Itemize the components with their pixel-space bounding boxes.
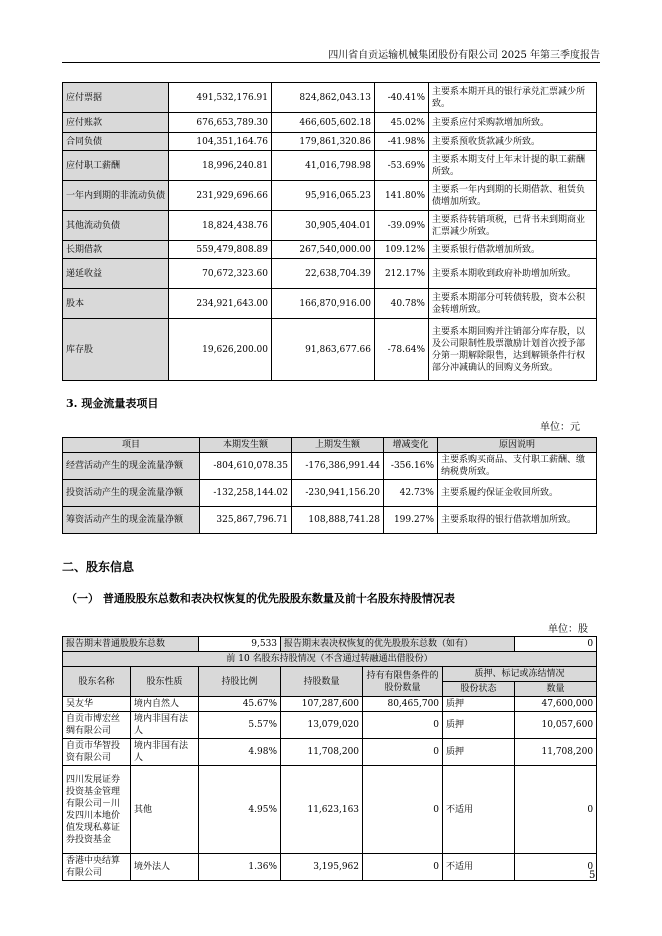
restricted-shares: 80,465,700 [363, 697, 443, 712]
header-divider [62, 62, 600, 63]
shareholder-name: 四川发展证券投资基金管理有限公司－川发四川本地价值发现私募证券投资基金 [63, 766, 131, 854]
row-label: 应付账款 [63, 113, 169, 133]
shareholder-nature: 境外法人 [131, 854, 199, 881]
column-header: 上期发生额 [292, 438, 384, 453]
previous-value: 95,916,065.23 [272, 181, 375, 211]
current-value: 325,867,796.71 [200, 507, 292, 534]
row-label: 应付职工薪酬 [63, 151, 169, 181]
page-header: 四川省自贡运输机械集团股份有限公司 2025 年第三季度报告 [328, 50, 600, 61]
reason-text: 主要系本期部分可转债转股，资本公积金转增所致。 [429, 289, 597, 319]
balance-sheet-table [62, 82, 597, 381]
subsection-title-top10: （一） 普通股股东总数和表决权恢复的优先股股东数量及前十名股东持股情况表 [66, 592, 455, 605]
restricted-shares: 0 [363, 854, 443, 881]
reason-text: 主要系履约保证金收回所致。 [438, 480, 597, 507]
holding-ratio: 4.98% [199, 739, 281, 766]
column-header: 持股数量 [281, 667, 363, 697]
column-header: 增减变化 [384, 438, 438, 453]
change-percent: -41.98% [375, 133, 429, 151]
restricted-shares: 0 [363, 766, 443, 854]
row-label: 应付票据 [63, 83, 169, 113]
table-header-row [63, 667, 597, 682]
column-header: 股份状态 [443, 682, 515, 697]
reason-text: 主要系预收货款减少所致。 [429, 133, 597, 151]
change-percent: 212.17% [375, 259, 429, 289]
previous-value: 30,905,404.01 [272, 211, 375, 241]
holding-ratio: 45.67% [199, 697, 281, 712]
row-label: 递延收益 [63, 259, 169, 289]
cashflow-table [62, 437, 597, 534]
row-label: 一年内到期的非流动负债 [63, 181, 169, 211]
reason-text: 主要系本期开具的银行承兑汇票减少所致。 [429, 83, 597, 113]
holding-quantity: 3,195,962 [281, 854, 363, 881]
previous-value: 41,016,798.98 [272, 151, 375, 181]
change-percent: 45.02% [375, 113, 429, 133]
shareholder-nature: 境内自然人 [131, 697, 199, 712]
change-percent: -53.69% [375, 151, 429, 181]
change-percent: -78.64% [375, 319, 429, 381]
table-header-row [63, 438, 597, 453]
previous-value: 91,863,677.66 [272, 319, 375, 381]
pledge-quantity: 47,600,000 [515, 697, 597, 712]
top10-title: 前 10 名股东持股情况（不含通过转融通出借股份） [63, 652, 597, 667]
change-percent: 40.78% [375, 289, 429, 319]
current-value: 18,996,240.81 [169, 151, 272, 181]
reason-text: 主要系一年内到期的长期借款、租赁负债增加所致。 [429, 181, 597, 211]
holding-quantity: 11,708,200 [281, 739, 363, 766]
previous-value: -176,386,991.44 [292, 453, 384, 480]
reason-text: 主要系本期支付上年末计提的职工薪酬所致。 [429, 151, 597, 181]
row-label: 长期借款 [63, 241, 169, 259]
column-header: 股东性质 [131, 667, 199, 697]
pledge-status: 不适用 [443, 854, 515, 881]
current-value: -804,610,078.35 [200, 453, 292, 480]
pledge-quantity: 11,708,200 [515, 739, 597, 766]
table-row [63, 181, 597, 211]
table-row [63, 83, 597, 113]
row-label: 股本 [63, 289, 169, 319]
holding-ratio: 5.57% [199, 712, 281, 739]
table-row [63, 507, 597, 534]
table-row [63, 241, 597, 259]
previous-value: 466,605,602.18 [272, 113, 375, 133]
current-value: 231,929,696.66 [169, 181, 272, 211]
pref-holders-value: 0 [515, 637, 597, 652]
current-value: 70,672,323.60 [169, 259, 272, 289]
total-holders-value: 9,533 [199, 637, 281, 652]
change-percent: -40.41% [375, 83, 429, 113]
table-row [63, 854, 597, 881]
current-value: 234,921,643.00 [169, 289, 272, 319]
holding-quantity: 107,287,600 [281, 697, 363, 712]
shareholders-table [62, 636, 597, 881]
holding-ratio: 4.95% [199, 766, 281, 854]
current-value: -132,258,144.02 [200, 480, 292, 507]
change-percent: -356.16% [384, 453, 438, 480]
shareholder-nature: 其他 [131, 766, 199, 854]
reason-text: 主要系银行借款增加所致。 [429, 241, 597, 259]
row-label: 其他流动负债 [63, 211, 169, 241]
current-value: 104,351,164.76 [169, 133, 272, 151]
row-label: 库存股 [63, 319, 169, 381]
column-header: 持股比例 [199, 667, 281, 697]
table-row [63, 766, 597, 854]
reason-text: 主要系取得的银行借款增加所致。 [438, 507, 597, 534]
pledge-status: 不适用 [443, 766, 515, 854]
reason-text: 主要系本期收到政府补助增加所致。 [429, 259, 597, 289]
total-holders-label: 报告期末普通股股东总数 [63, 637, 199, 652]
column-header: 原因说明 [438, 438, 597, 453]
table-row [63, 113, 597, 133]
pledge-quantity: 0 [515, 854, 597, 881]
reason-text: 主要系应付采购款增加所致。 [429, 113, 597, 133]
current-value: 491,532,176.91 [169, 83, 272, 113]
current-value: 19,626,200.00 [169, 319, 272, 381]
column-header: 本期发生额 [200, 438, 292, 453]
table-row [63, 319, 597, 381]
unit-label: 单位：元 [540, 422, 580, 433]
pledge-status: 质押 [443, 697, 515, 712]
holding-quantity: 11,623,163 [281, 766, 363, 854]
change-percent: 199.27% [384, 507, 438, 534]
table-row [63, 480, 597, 507]
current-value: 559,479,808.89 [169, 241, 272, 259]
reason-text: 主要系待转销项税，已背书未到期商业汇票减少所致。 [429, 211, 597, 241]
top10-title-row [63, 652, 597, 667]
table-row [63, 151, 597, 181]
previous-value: 166,870,916.00 [272, 289, 375, 319]
page-number: 5 [589, 870, 596, 881]
change-percent: 141.80% [375, 181, 429, 211]
previous-value: -230,941,156.20 [292, 480, 384, 507]
change-percent: 109.12% [375, 241, 429, 259]
change-percent: 42.73% [384, 480, 438, 507]
row-label: 经营活动产生的现金流量净额 [63, 453, 200, 480]
reason-text: 主要系购买商品、支付职工薪酬、缴纳税费所致。 [438, 453, 597, 480]
restricted-shares: 0 [363, 712, 443, 739]
holding-ratio: 1.36% [199, 854, 281, 881]
section-title-shareholders: 二、股东信息 [62, 560, 135, 574]
row-label: 合同负债 [63, 133, 169, 151]
pledge-quantity: 10,057,600 [515, 712, 597, 739]
table-row [63, 697, 597, 712]
previous-value: 824,862,043.13 [272, 83, 375, 113]
unit-label-shares: 单位：股 [548, 624, 588, 635]
row-label: 筹资活动产生的现金流量净额 [63, 507, 200, 534]
shareholder-name: 自贡市华智投资有限公司 [63, 739, 131, 766]
column-header: 持有有限售条件的股份数量 [363, 667, 443, 697]
column-header: 质押、标记或冻结情况 [443, 667, 597, 682]
restricted-shares: 0 [363, 739, 443, 766]
change-percent: -39.09% [375, 211, 429, 241]
pledge-status: 质押 [443, 739, 515, 766]
previous-value: 267,540,000.00 [272, 241, 375, 259]
table-row [63, 211, 597, 241]
reason-text: 主要系本期回购并注销部分库存股，以及公司限制性股票激励计划首次授予部分第一期解除限售，达到解锁条件行权部分冲减确认的回购义务所致。 [429, 319, 597, 381]
shareholder-name: 自贡市博宏丝绸有限公司 [63, 712, 131, 739]
column-header: 数量 [515, 682, 597, 697]
shareholder-name: 吴友华 [63, 697, 131, 712]
pledge-quantity: 0 [515, 766, 597, 854]
table-row [63, 712, 597, 739]
current-value: 18,824,438.76 [169, 211, 272, 241]
table-row [63, 453, 597, 480]
table-row [63, 133, 597, 151]
column-header: 项目 [63, 438, 200, 453]
column-header: 股东名称 [63, 667, 131, 697]
shareholder-nature: 境内非国有法人 [131, 739, 199, 766]
table-row [63, 259, 597, 289]
previous-value: 108,888,741.28 [292, 507, 384, 534]
previous-value: 179,861,320.86 [272, 133, 375, 151]
section-title-cashflow: 3. 现金流量表项目 [66, 397, 159, 410]
pledge-status: 质押 [443, 712, 515, 739]
table-row [63, 739, 597, 766]
summary-row [63, 637, 597, 652]
previous-value: 22,638,704.39 [272, 259, 375, 289]
pref-holders-label: 报告期末表决权恢复的优先股股东总数（如有） [281, 637, 515, 652]
shareholder-name: 香港中央结算有限公司 [63, 854, 131, 881]
table-row [63, 289, 597, 319]
holding-quantity: 13,079,020 [281, 712, 363, 739]
current-value: 676,653,789.30 [169, 113, 272, 133]
row-label: 投资活动产生的现金流量净额 [63, 480, 200, 507]
shareholder-nature: 境内非国有法人 [131, 712, 199, 739]
